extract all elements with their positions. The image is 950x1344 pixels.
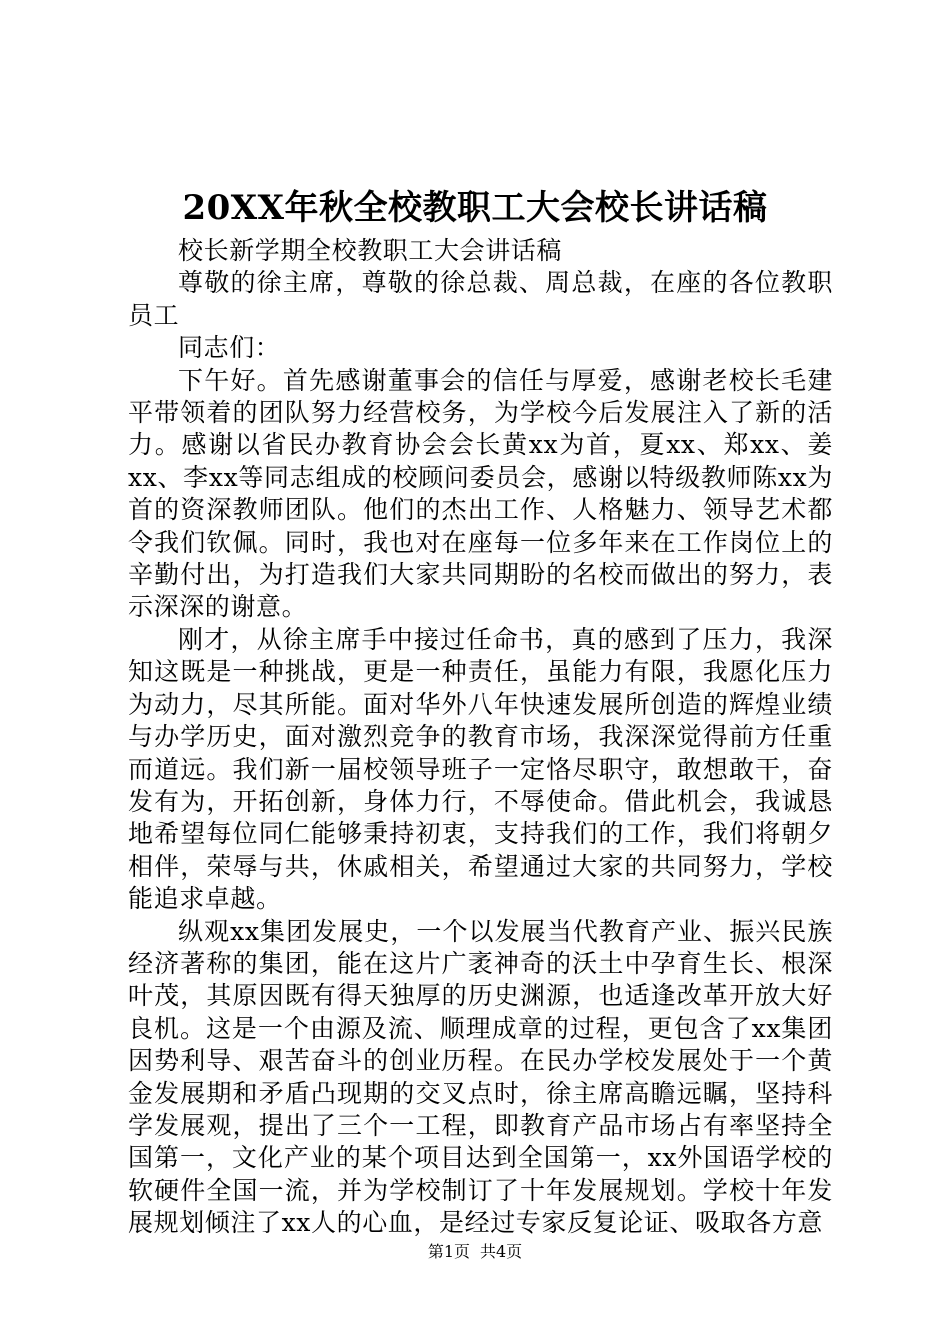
- page-total: 共4页: [480, 1242, 523, 1261]
- body-paragraph: 校长新学期全校教职工大会讲话稿: [178, 236, 563, 265]
- document-title: 20XX年秋全校教职工大会校长讲话稿: [182, 188, 768, 228]
- page-footer: [0, 1240, 950, 1264]
- body-paragraph: 刚才，从徐主席手中接过任命书，真的感到了压力，我深知这既是一种挑战，更是一种责任，虽能力有限，我愿化压力为动力，尽其所能。面对华外八年快速发展所创造的辉煌业绩与办学历史，面对激烈竞争的教育市场，我深深觉得前方任重而道远。我们新一届校领导班子一定恪尽职守，敢想敢干，奋发有为，开拓创新，身体力行，不辱使命。借此机会，我诚恳地希望每位同仁能够秉持初衷，支持我们的工作，我们将朝夕相伴，荣辱与共，休戚相关，希望通过大家的共同努力，学校能追求卓越。: [128, 624, 833, 914]
- document-body: [128, 235, 833, 1240]
- body-paragraph: 下午好。首先感谢董事会的信任与厚爱，感谢老校长毛建平带领着的团队努力经营校务，为学校今后发展注入了新的活力。感谢以省民办教育协会会长黄xx为首，夏xx、郑xx、姜xx、李xx等同志组成的校顾问委员会，感谢以特级教师陈xx为首的资深教师团队。他们的杰出工作、人格魅力、领导艺术都令我们钦佩。同时，我也对在座每一位多年来在工作岗位上的辛勤付出，为打造我们大家共同期盼的名校而做出的努力，表示深深的谢意。: [128, 365, 833, 622]
- page-number: 第1页: [427, 1242, 470, 1261]
- body-paragraph: 纵观xx集团发展史，一个以发展当代教育产业、振兴民族经济著称的集团，能在这片广袤神奇的沃土中孕育生长、根深叶茂，其原因既有得天独厚的历史渊源，也适逢改革开放大好良机。这是一个由源及流、顺理成章的过程，更包含了xx集团因势利导、艰苦奋斗的创业历程。在民办学校发展处于一个黄金发展期和矛盾凸现期的交叉点时，徐主席高瞻远瞩，坚持科学发展观，提出了三个一工程，即教育产品市场占有率坚持全国第一，文化产业的某个项目达到全国第一，xx外国语学校的软硬件全国一流，并为学校制订了十年发展规划。学校十年发展规划倾注了xx人的心血，是经过专家反复论证、吸取各方意: [128, 916, 833, 1238]
- body-paragraph: 尊敬的徐主席，尊敬的徐总裁、周总裁，在座的各位教职员工: [128, 268, 833, 330]
- body-paragraph: 同志们：: [178, 333, 281, 363]
